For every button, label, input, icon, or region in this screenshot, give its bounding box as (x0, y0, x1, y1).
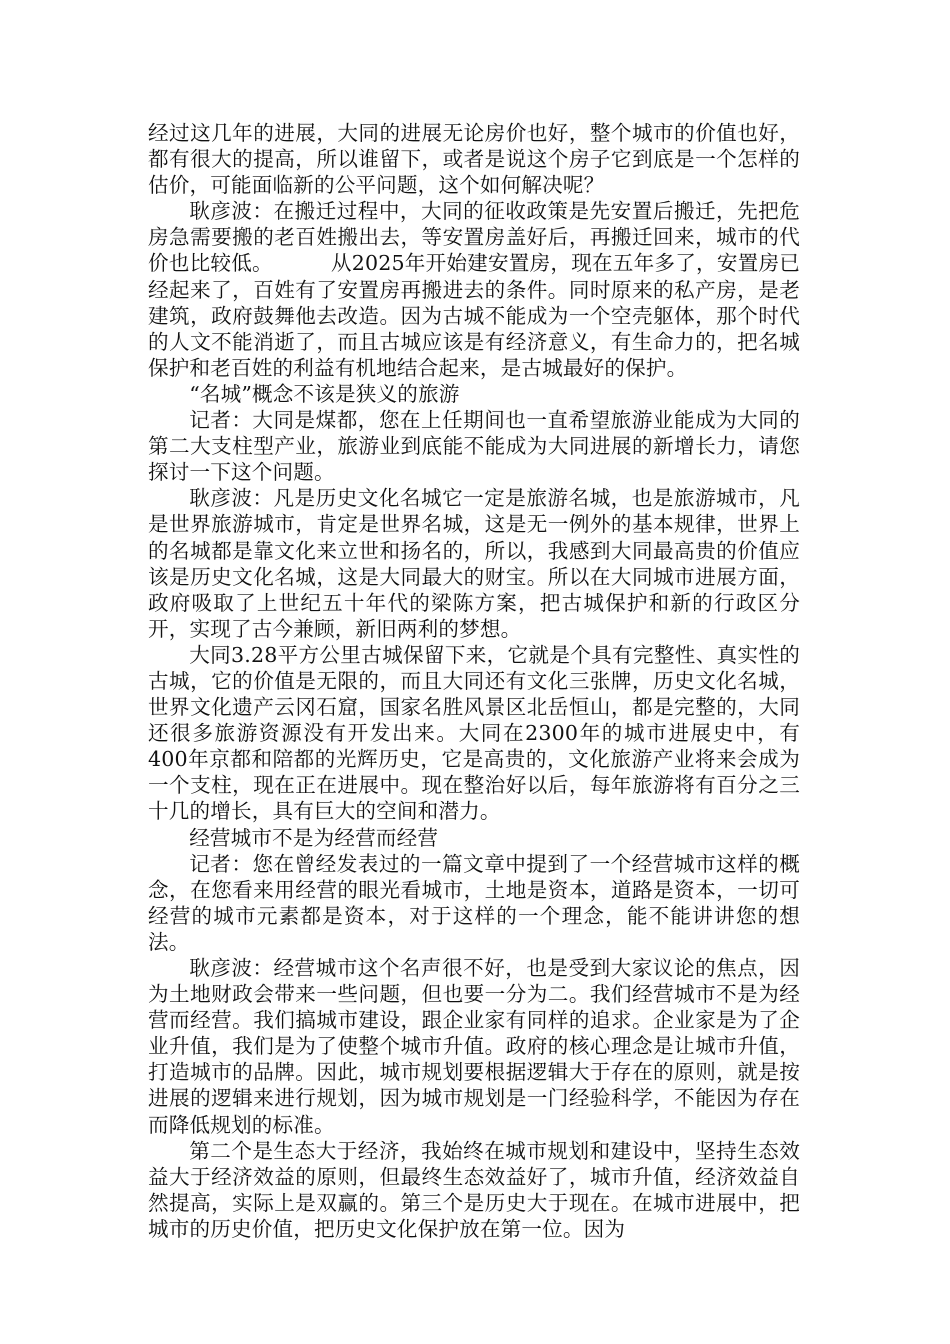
section-heading-famous-city: “名城”概念不该是狭义的旅游 (189, 381, 460, 406)
paragraph-ecology-history: 第二个是生态大于经济，我始终在城市规划和建设中，坚持生态效益大于经济效益的原则，但最终生态效益好了，城市升值，经济效益自然提高，实际上是双赢的。第三个是历史大于现在。在城市进展中，把城市的历史价值，把历史文化保护放在第一位。因为 (148, 1138, 800, 1241)
paragraph-question-tourism: 记者：大同是煤都，您在上任期间也一直希望旅游业能成为大同的第二大支柱型产业，旅游业到底能不能成为大同进展的新增长力，请您探讨一下这个问题。 (148, 408, 800, 485)
paragraph-question-fairness: 经过这几年的进展，大同的进展无论房价也好，整个城市的价值也好，都有很大的提高，所以谁留下，或者是说这个房子它到底是一个怎样的估价，可能面临新的公平问题，这个如何解决呢？ (148, 121, 800, 198)
paragraph-question-management: 记者：您在曾经发表过的一篇文章中提到了一个经营城市这样的概念，在您看来用经营的眼光看城市，土地是资本，道路是资本，一切可经营的城市元素都是资本，对于这样的一个理念，能不能讲讲您的想法。 (148, 851, 800, 954)
document-page (148, 120, 800, 1300)
paragraph-answer-resettlement-text: 从2025年开始建安置房，现在五年多了，安置房已经起来了，百姓有了安置房再搬进去的条件。同时原来的私产房，是老建筑，政府鼓舞他去改造。因为古城不能成为一个空壳躯体，那个时代的人文不能消逝了，而且古城应该是有经济意义，有生命力的，把名城保护和老百姓的利益有机地结合起来，是古城最好的保护。 (148, 251, 800, 380)
section-heading-city-management: 经营城市不是为经营而经营 (189, 825, 439, 850)
paragraph-ancient-city: 大同3.28平方公里古城保留下来，它就是个具有完整性、真实性的古城，它的价值是无限的，而且大同还有文化三张牌，历史文化名城，世界文化遗产云冈石窟，国家名胜风景区北岳恒山，都是完整的，大同还很多旅游资源没有开发出来。大同在2300年的城市进展史中，有400年京都和陪都的光辉历史，它是高贵的，文化旅游产业将来会成为一个支柱，现在正在进展中。现在整治好以后，每年旅游将有百分之三十几的增长，具有巨大的空间和潜力。 (148, 642, 800, 824)
paragraph-answer-relocation (148, 198, 800, 381)
paragraph-answer-relocation-text: 耿彦波：在搬迁过程中，大同的征收政策是先安置后搬迁，先把危房急需要搬的老百姓搬出去，等安置房盖好后，再搬迁回来，城市的代价也比较低。 (148, 199, 800, 276)
paragraph-answer-tourism: 耿彦波：凡是历史文化名城它一定是旅游名城，也是旅游城市，凡是世界旅游城市，肯定是世界名城，这是无一例外的基本规律，世界上的名城都是靠文化来立世和扬名的，所以，我感到大同最高贵的价值应该是历史文化名城，这是大同最大的财宝。所以在大同城市进展方面，政府吸取了上世纪五十年代的梁陈方案，把古城保护和新的行政区分开，实现了古今兼顾，新旧两利的梦想。 (148, 486, 800, 641)
paragraph-answer-management: 耿彦波：经营城市这个名声很不好，也是受到大家议论的焦点，因为土地财政会带来一些问题，但也要一分为二。我们经营城市不是为经营而经营。我们搞城市建设，跟企业家有同样的追求。企业家是为了企业升值，我们是为了使整个城市升值。政府的核心理念是让城市升值，打造城市的品牌。因此，城市规划要根据逻辑大于存在的原则，就是按进展的逻辑来进行规划，因为城市规划是一门经验科学，不能因为存在而降低规划的标准。 (148, 956, 800, 1137)
